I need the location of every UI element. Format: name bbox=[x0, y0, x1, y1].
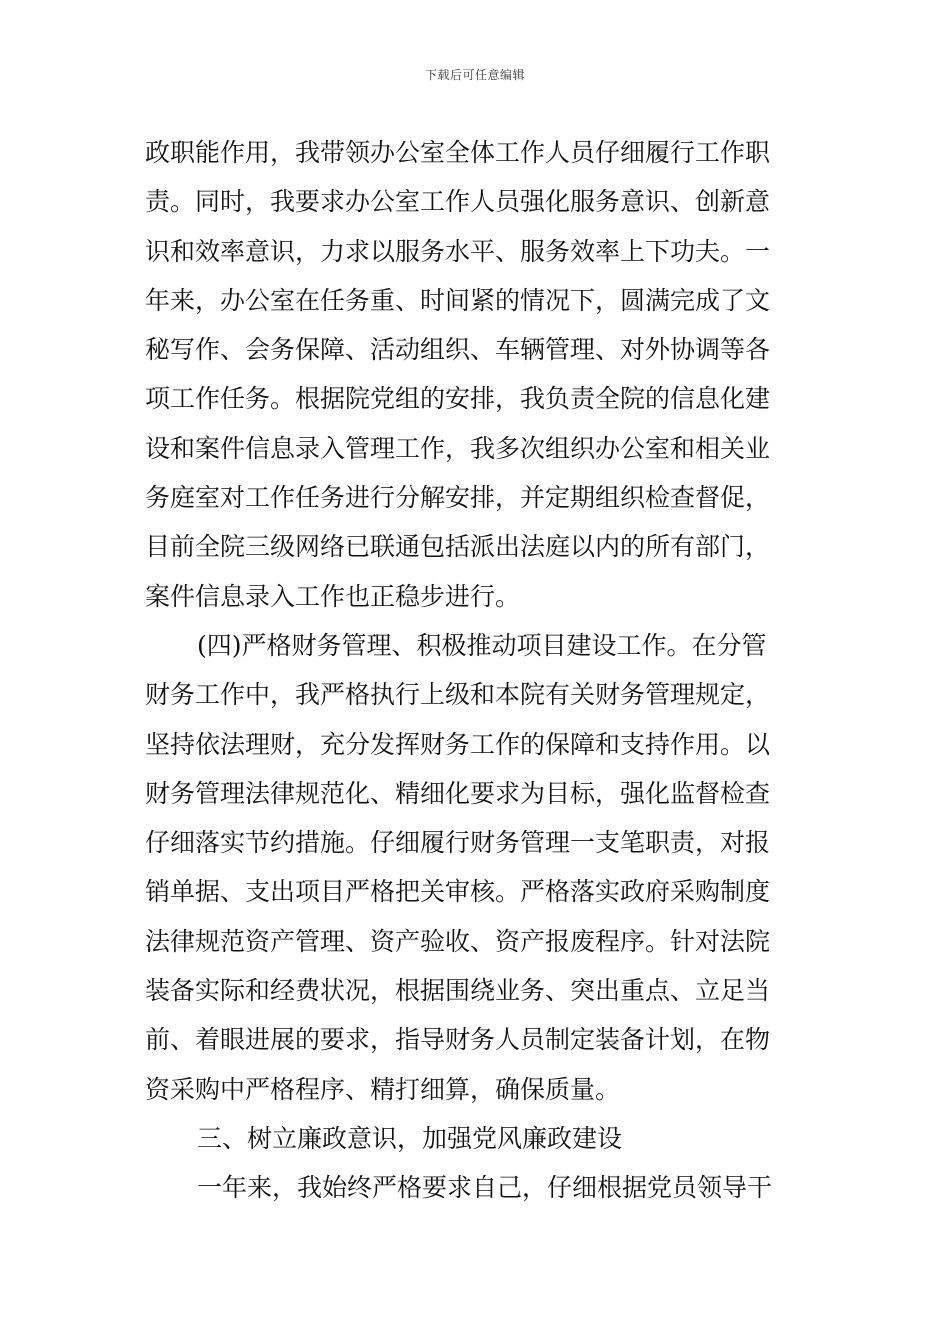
text-line: 设和案件信息录入管理工作，我多次组织办公室和相关业 bbox=[145, 433, 771, 463]
text-line: 财务管理法律规范化、精细化要求为目标，强化监督检查 bbox=[145, 778, 771, 808]
document-body bbox=[145, 128, 810, 1213]
text-line: 资采购中严格程序、精打细算，确保质量。 bbox=[145, 1074, 621, 1104]
page-header: 下载后可任意编辑 bbox=[424, 68, 525, 82]
text-line: 务庭室对工作任务进行分解安排，并定期组织检查督促， bbox=[145, 483, 771, 513]
text-line: 责。同时，我要求办公室工作人员强化服务意识、创新意 bbox=[145, 187, 771, 217]
text-line: 秘写作、会务保障、活动组织、车辆管理、对外协调等各 bbox=[145, 335, 771, 365]
text-line: 法律规范资产管理、资产验收、资产报废程序。针对法院 bbox=[145, 926, 771, 956]
text-line: 前、着眼进展的要求，指导财务人员制定装备计划，在物 bbox=[145, 1025, 771, 1055]
text-line: 项工作任务。根据院党组的安排，我负责全院的信息化建 bbox=[145, 384, 771, 414]
text-line: 一年来，我始终严格要求自己，仔细根据党员领导干 bbox=[197, 1173, 773, 1203]
text-line: 财务工作中，我严格执行上级和本院有关财务管理规定， bbox=[145, 680, 771, 710]
text-line: 坚持依法理财，充分发挥财务工作的保障和支持作用。以 bbox=[145, 729, 771, 759]
text-line: 案件信息录入工作也正稳步进行。 bbox=[145, 581, 521, 611]
text-line: 销单据、支出项目严格把关审核。严格落实政府采购制度 bbox=[145, 877, 771, 907]
text-line: (四)严格财务管理、积极推动项目建设工作。在分管 bbox=[197, 630, 767, 660]
text-line: 目前全院三级网络已联通包括派出法庭以内的所有部门， bbox=[145, 532, 771, 562]
text-line: 三、树立廉政意识，加强党风廉政建设 bbox=[197, 1123, 623, 1153]
text-line: 政职能作用，我带领办公室全体工作人员仔细履行工作职 bbox=[145, 138, 771, 167]
text-line: 仔细落实节约措施。仔细履行财务管理一支笔职责，对报 bbox=[145, 828, 771, 858]
text-line: 装备实际和经费状况，根据围绕业务、突出重点、立足当 bbox=[145, 976, 771, 1006]
text-line: 识和效率意识，力求以服务水平、服务效率上下功夫。一 bbox=[145, 236, 771, 266]
text-line: 年来，办公室在任务重、时间紧的情况下，圆满完成了文 bbox=[145, 285, 771, 315]
